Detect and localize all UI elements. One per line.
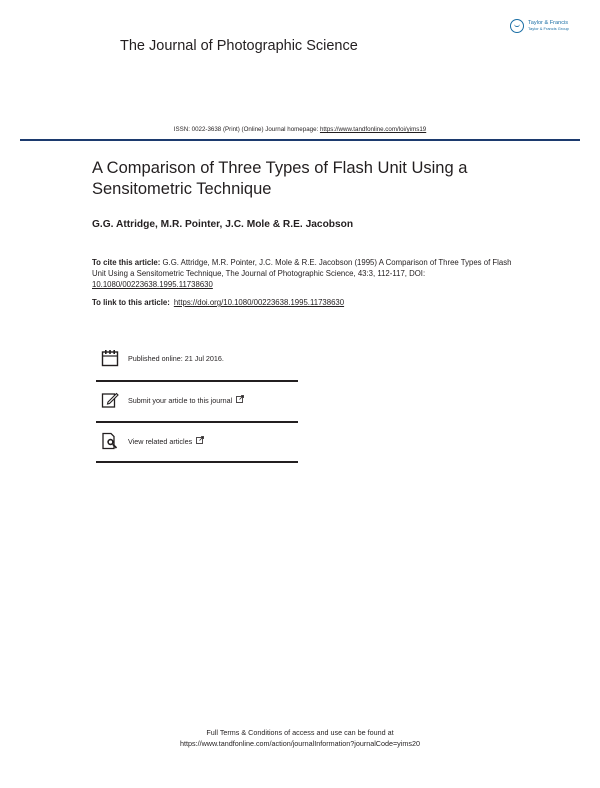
article-authors: G.G. Attridge, M.R. Pointer, J.C. Mole & R.E. Jacobson bbox=[92, 219, 354, 230]
related-articles-label[interactable]: View related articles bbox=[128, 436, 193, 446]
publisher-logo-icon bbox=[510, 19, 524, 33]
published-online-row bbox=[96, 338, 298, 378]
header-rule bbox=[20, 139, 580, 141]
published-online-label: Published online: 21 Jul 2016. bbox=[128, 353, 224, 363]
publisher-logo-line1: Taylor & Francis bbox=[528, 20, 569, 27]
submit-article-row[interactable] bbox=[96, 380, 298, 420]
journal-title: The Journal of Photographic Science bbox=[120, 38, 358, 54]
publisher-logo-line2: Taylor & Francis Group bbox=[528, 25, 569, 31]
external-link-icon bbox=[236, 395, 244, 405]
search-document-icon bbox=[100, 431, 120, 451]
article-link-line bbox=[92, 298, 344, 307]
link-label: To link to this article: bbox=[92, 298, 170, 307]
footer-terms-link[interactable]: https://www.tandfonline.com/action/journalInformation?journalCode=yims20 bbox=[180, 739, 420, 748]
footer bbox=[0, 727, 600, 749]
article-doi-link[interactable]: https://doi.org/10.1080/00223638.1995.11738630 bbox=[173, 298, 345, 307]
citation-doi-link[interactable]: 10.1080/00223638.1995.11738630 bbox=[92, 279, 213, 289]
article-title: A Comparison of Three Types of Flash Unit Using a Sensitometric Technique bbox=[92, 159, 468, 198]
external-link-icon bbox=[196, 436, 204, 446]
citation-text: G.G. Attridge, M.R. Pointer, J.C. Mole & R.E. Jacobson (1995) A Comparison of Three Types of Flash Unit Using a Sensitometric Technique, The Journal of Photographic Science, 43:3, 112-117, DOI: bbox=[92, 258, 512, 278]
edit-icon bbox=[100, 390, 120, 410]
related-articles-row[interactable] bbox=[96, 421, 298, 461]
citation-label: To cite this article: bbox=[92, 258, 161, 267]
journal-homepage-link[interactable]: https://www.tandfonline.com/loi/yims19 bbox=[319, 126, 427, 133]
calendar-icon bbox=[100, 348, 120, 368]
citation-block bbox=[92, 258, 512, 290]
divider bbox=[96, 461, 298, 463]
publisher-logo bbox=[510, 16, 586, 36]
issn-text: ISSN: 0022-3638 (Print) (Online) Journal homepage: bbox=[173, 126, 320, 133]
submit-article-label[interactable]: Submit your article to this journal bbox=[128, 395, 233, 405]
footer-terms-text: Full Terms & Conditions of access and use can be found at bbox=[206, 728, 394, 737]
issn-line bbox=[0, 126, 600, 133]
